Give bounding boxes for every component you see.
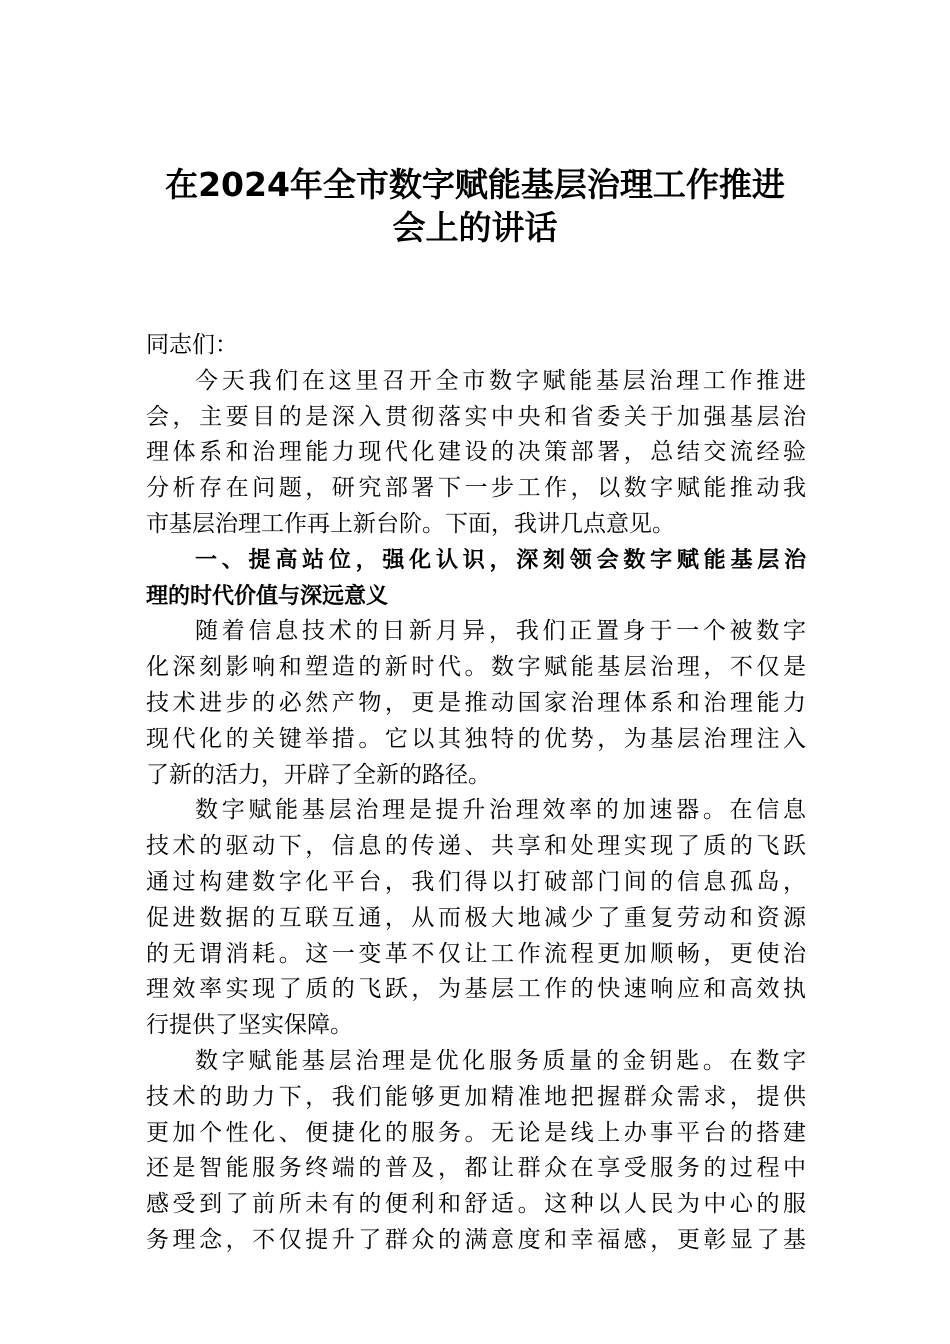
paragraph-line: 务理念，不仅提升了群众的满意度和幸福感，更彰显了基 (146, 1226, 806, 1253)
paragraph-line: 现代化的关键举措。它以其独特的优势，为基层治理注入 (146, 725, 806, 752)
paragraph-line: 还是智能服务终端的普及，都让群众在享受服务的过程中 (146, 1155, 806, 1182)
section-heading-line: 理的时代价值与深远意义 (146, 583, 389, 609)
paragraph-line: 技术进步的必然产物，更是推动国家治理体系和治理能力 (146, 689, 806, 716)
paragraph-line: 感受到了前所未有的便利和舒适。这种以人民为中心的服 (146, 1191, 806, 1218)
paragraph-line: 会，主要目的是深入贯彻落实中央和省委关于加强基层治 (146, 403, 806, 430)
paragraph-line: 更加个性化、便捷化的服务。无论是线上办事平台的搭建 (146, 1119, 806, 1146)
paragraph-line: 理效率实现了质的飞跃，为基层工作的快速响应和高效执 (146, 976, 806, 1003)
paragraph-line: 技术的驱动下，信息的传递、共享和处理实现了质的飞跃 (146, 833, 806, 860)
paragraph-line: 数字赋能基层治理是优化服务质量的金钥匙。在数字 (195, 1047, 806, 1074)
paragraph-line: 今天我们在这里召开全市数字赋能基层治理工作推进 (195, 367, 806, 394)
paragraph-line: 技术的助力下，我们能够更加精准地把握群众需求，提供 (146, 1083, 806, 1110)
paragraph-line: 化深刻影响和塑造的新时代。数字赋能基层治理，不仅是 (146, 654, 806, 681)
paragraph-line: 行提供了坚实保障。 (146, 1012, 353, 1039)
section-heading-line: 一、提高站位，强化认识，深刻领会数字赋能基层治 (195, 547, 806, 573)
paragraph-line: 通过构建数字化平台，我们得以打破部门间的信息孤岛， (146, 868, 806, 895)
paragraph-line: 理体系和治理能力现代化建设的决策部署，总结交流经验 (146, 439, 806, 466)
paragraph-line: 了新的活力，开辟了全新的路径。 (146, 761, 491, 788)
paragraph-line: 促进数据的互联互通，从而极大地减少了重复劳动和资源 (146, 904, 806, 931)
paragraph-line: 数字赋能基层治理是提升治理效率的加速器。在信息 (195, 797, 806, 824)
salutation: 同志们： (146, 332, 238, 358)
document-title-line-2: 会上的讲话 (392, 208, 558, 247)
paragraph-line: 的无谓消耗。这一变革不仅让工作流程更加顺畅，更使治 (146, 940, 806, 967)
paragraph-line: 市基层治理工作再上新台阶。下面，我讲几点意见。 (146, 510, 675, 537)
paragraph-line: 随着信息技术的日新月异，我们正置身于一个被数字 (195, 618, 806, 645)
document-body (146, 328, 806, 1259)
paragraph-line: 分析存在问题，研究部署下一步工作，以数字赋能推动我 (146, 475, 806, 502)
document-title-line-1: 在2024年全市数字赋能基层治理工作推进 (165, 165, 785, 204)
